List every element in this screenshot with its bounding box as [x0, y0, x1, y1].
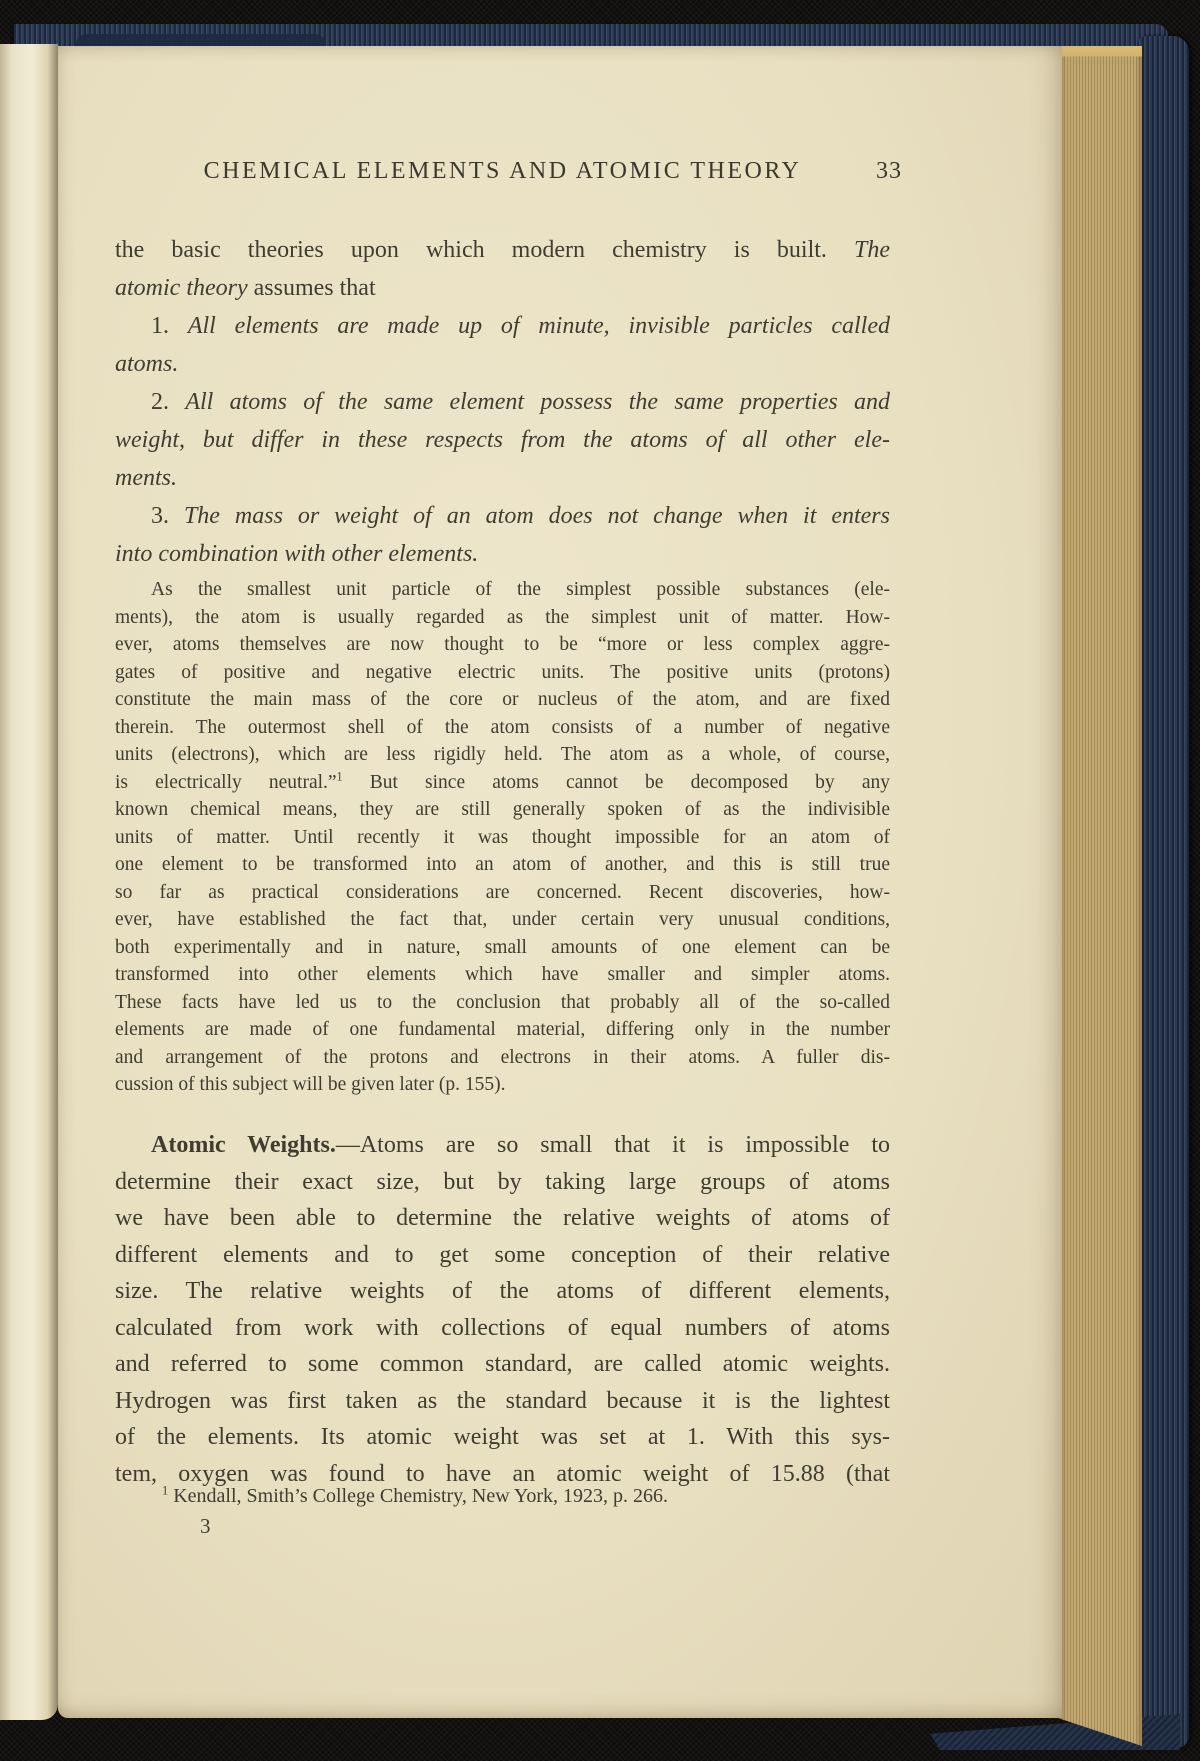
- text-line: different elements and to get some conception of their relative: [115, 1241, 890, 1268]
- footnote-text: Kendall, Smith’s College Chemistry, New York, 1923, p. 266.: [168, 1485, 669, 1507]
- text-line: These facts have led us to the conclusion that probably all of the so-called: [115, 991, 890, 1013]
- small-type-paragraph: [115, 576, 890, 1099]
- text-line: elements are made of one fundamental material, differing only in the number: [115, 1019, 890, 1040]
- intro-paragraph: [115, 231, 890, 307]
- text-line: of the elements. Its atomic weight was set at 1. With this sys-: [115, 1424, 890, 1450]
- text-line: ments.: [115, 465, 177, 491]
- list-item-1: [115, 307, 890, 383]
- list-number: 3.: [151, 503, 184, 529]
- text-line: known chemical means, they are still generally spoken of as the indivisible: [115, 799, 890, 820]
- text-line: Hydrogen was first taken as the standard because it is the lightest: [115, 1387, 890, 1414]
- text-line: transformed into other elements which have smaller and simpler atoms.: [115, 964, 890, 985]
- list-number: 2.: [151, 389, 186, 415]
- footnote-marker: 1: [336, 769, 343, 783]
- text-run: All atoms of the same element possess the same properties and: [185, 389, 891, 415]
- text-run: assumes that: [247, 275, 376, 301]
- text-line: ments), the atom is usually regarded as the simplest unit of matter. How-: [115, 606, 890, 628]
- text-line: therein. The outermost shell of the atom consists of a number of negative: [115, 716, 890, 738]
- text-line: tem, oxygen was found to have an atomic weight of 15.88 (that: [115, 1460, 890, 1487]
- text-line: and arrangement of the protons and electrons in their atoms. A fuller dis-: [115, 1046, 890, 1068]
- text-line: As the smallest unit particle of the simplest possible substances (ele-: [151, 579, 890, 600]
- atomic-weights-paragraph: [115, 1127, 890, 1492]
- book-cover-right-edge: [1137, 36, 1189, 1748]
- text-line: weight, but differ in these respects from the atoms of all other ele-: [115, 427, 890, 453]
- text-line: gates of positive and negative electric units. The positive units (protons): [115, 661, 890, 683]
- text-line: [115, 269, 890, 307]
- text-line: [115, 383, 890, 421]
- text-line: into combination with other elements.: [115, 541, 479, 567]
- text-run: atomic theory: [115, 275, 248, 301]
- text-line: units of matter. Until recently it was thought impossible for an atom of: [115, 826, 890, 848]
- section-heading: Atomic Weights.: [151, 1132, 336, 1158]
- page-stack-fore-edge: [1058, 46, 1142, 1746]
- list-item-3: [115, 497, 890, 573]
- list-item-2: [115, 383, 890, 497]
- text-run: All elements are made up of minute, invisible particles called: [187, 313, 891, 339]
- text-line: determine their exact size, but by taking large groups of atoms: [115, 1168, 890, 1195]
- text-line: calculated from work with collections of equal numbers of atoms: [115, 1314, 890, 1341]
- text-line: ever, have established the fact that, under certain very unusual conditions,: [115, 909, 890, 930]
- list-number: 1.: [151, 313, 188, 339]
- page-title: CHEMICAL ELEMENTS AND ATOMIC THEORY: [203, 158, 802, 184]
- text-line: [115, 307, 890, 345]
- text-line: cussion of this subject will be given later (p. 155).: [115, 1074, 506, 1095]
- footnote-marker: 1: [162, 1483, 169, 1498]
- book-page: [58, 46, 1062, 1718]
- text-run: The mass or weight of an atom does not change when it enters: [183, 503, 890, 529]
- text-line: one element to be transformed into an atom of another, and this is still true: [115, 854, 890, 875]
- text-run: But since atoms cannot be decomposed by any: [342, 771, 890, 793]
- text-line: constitute the main mass of the core or nucleus of the atom, and are fixed: [115, 689, 890, 710]
- text-run: is electrically neutral.”: [115, 771, 337, 793]
- book-cover-bottom-corner: [930, 1714, 1180, 1750]
- text-run: The: [854, 237, 890, 263]
- page-number: 33: [876, 158, 902, 184]
- running-head: [115, 158, 902, 192]
- text-line: size. The relative weights of the atoms of different elements,: [115, 1278, 890, 1304]
- text-run: the basic theories upon which modern chemistry is built.: [115, 237, 854, 263]
- text-line: units (electrons), which are less rigidly held. The atom as a whole, of course,: [115, 744, 890, 765]
- text-line: and referred to some common standard, are called atomic weights.: [115, 1351, 890, 1377]
- text-line: [115, 769, 890, 797]
- footnote: [162, 1483, 862, 1509]
- text-line: we have been able to determine the relative weights of atoms of: [115, 1205, 890, 1231]
- text-line: [115, 497, 890, 535]
- signature-mark: 3: [200, 1514, 211, 1538]
- text-run: —Atoms are so small that it is impossible to: [335, 1132, 890, 1158]
- text-line: both experimentally and in nature, small amounts of one element can be: [115, 936, 890, 958]
- text-line: ever, atoms themselves are now thought to be “more or less complex aggre-: [115, 634, 890, 655]
- text-line: [115, 1127, 890, 1164]
- page-gutter-edge: [0, 44, 58, 1720]
- text-line: so far as practical considerations are concerned. Recent discoveries, how-: [115, 881, 890, 903]
- text-line: atoms.: [115, 351, 179, 377]
- text-line: [115, 231, 890, 269]
